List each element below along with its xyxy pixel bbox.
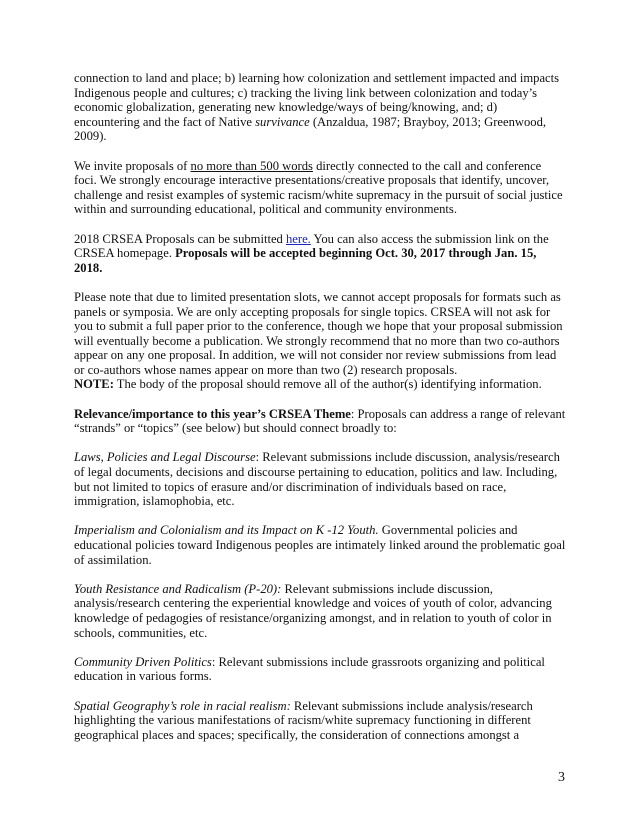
strand-text: : Relevant submissions include discussion, analysis/research of legal documents, decisions and discourse pertaining to education, politics and law. Including, but not limited to topics of erasure and/or discrimination of individuals based on race, immigration, islamophobia, etc.: [74, 450, 560, 509]
strand-title: Spatial Geography’s role in racial realism:: [74, 698, 291, 713]
paragraph-text: 2018 CRSEA Proposals can be submitted: [74, 231, 286, 246]
paragraph-text: directly connected to the call and conference foci. We strongly encourage interactive presentations/creative proposals that identify, uncover, challenge and resist examples of systemic racism/white supremacy in the pursuit of social justice within and surrounding educational, political and community environments.: [74, 158, 563, 217]
strand-title: Imperialism and Colonialism and its Impact on K -12 Youth.: [74, 523, 379, 538]
paragraph-invite: [74, 159, 566, 217]
strand-title: Laws, Policies and Legal Discourse: [74, 450, 256, 465]
note-label: NOTE:: [74, 377, 114, 392]
strand-youth: [74, 582, 566, 640]
page-number: 3: [558, 770, 565, 785]
relevance-heading: Relevance/importance to this year’s CRSEA Theme: [74, 406, 351, 421]
strand-text: : Relevant submissions include grassroots organizing and political education in various forms.: [74, 654, 545, 684]
strand-title: Community Driven Politics: [74, 654, 212, 669]
survivance-term: survivance: [255, 114, 310, 129]
document-page: [74, 71, 566, 757]
paragraph-text: : Proposals can address a range of relevant “strands” or “topics” (see below) but should connect broadly to:: [74, 406, 566, 436]
strand-title: Youth Resistance and Radicalism (P-20):: [74, 581, 282, 596]
paragraph-text: Please note that due to limited presentation slots, we cannot accept proposals for formats such as panels or symposia. We are only accepting proposals for single topics. CRSEA will not ask for you to submit a full paper prior to the conference, though we hope that your proposal submission will eventually become a publication. We strongly recommend that no more than two co-authors appear on any one proposal. In addition, we will not consider nor review submissions from lead or co-authors whose names appear on more than two (2) research proposals.: [74, 289, 563, 377]
strand-laws: [74, 450, 566, 508]
strand-community: [74, 655, 566, 684]
strand-spatial: [74, 699, 566, 743]
paragraph-relevance: [74, 407, 566, 436]
paragraph-text: You can also access the submission link on the CRSEA homepage.: [74, 231, 549, 261]
deadline-text: Proposals will be accepted beginning Oct. 30, 2017 through Jan. 15, 2018.: [74, 246, 537, 275]
word-limit-text: no more than 500 words: [190, 158, 313, 173]
paragraph-text: We invite proposals of: [74, 158, 191, 173]
strand-text: Relevant submissions include analysis/research highlighting the various manifestations of racism/white supremacy functioning in different geographical places and spaces; specifically, the consideration of connections amongst a: [74, 698, 533, 742]
submission-link[interactable]: here.: [286, 231, 311, 246]
note-text: The body of the proposal should remove all of the author(s) identifying information.: [113, 377, 542, 392]
paragraph-text: (Anzaldua, 1987; Brayboy, 2013; Greenwood, 2009).: [74, 114, 547, 144]
paragraph-text: connection to land and place; b) learning how colonization and settlement impacted and impacts Indigenous people and cultures; c) tracking the living link between colonization and today’s economic globalization, generating new knowledge/ways of being/knowing, and; d) encountering and the fact of Native: [74, 71, 560, 129]
paragraph-submission: [74, 232, 566, 276]
strand-text: Governmental policies and educational policies toward Indigenous peoples are intimately linked around the problematic goal of assimilation.: [74, 523, 566, 567]
paragraph-survivance: [74, 71, 566, 144]
paragraph-note: [74, 290, 566, 392]
strand-imperialism: [74, 523, 566, 567]
strand-text: Relevant submissions include discussion, analysis/research centering the experiential knowledge and voices of youth of color, advancing knowledge of pedagogies of resistance/organizing amongst, and in relation to youth of color in schools, communities, etc.: [74, 581, 552, 640]
